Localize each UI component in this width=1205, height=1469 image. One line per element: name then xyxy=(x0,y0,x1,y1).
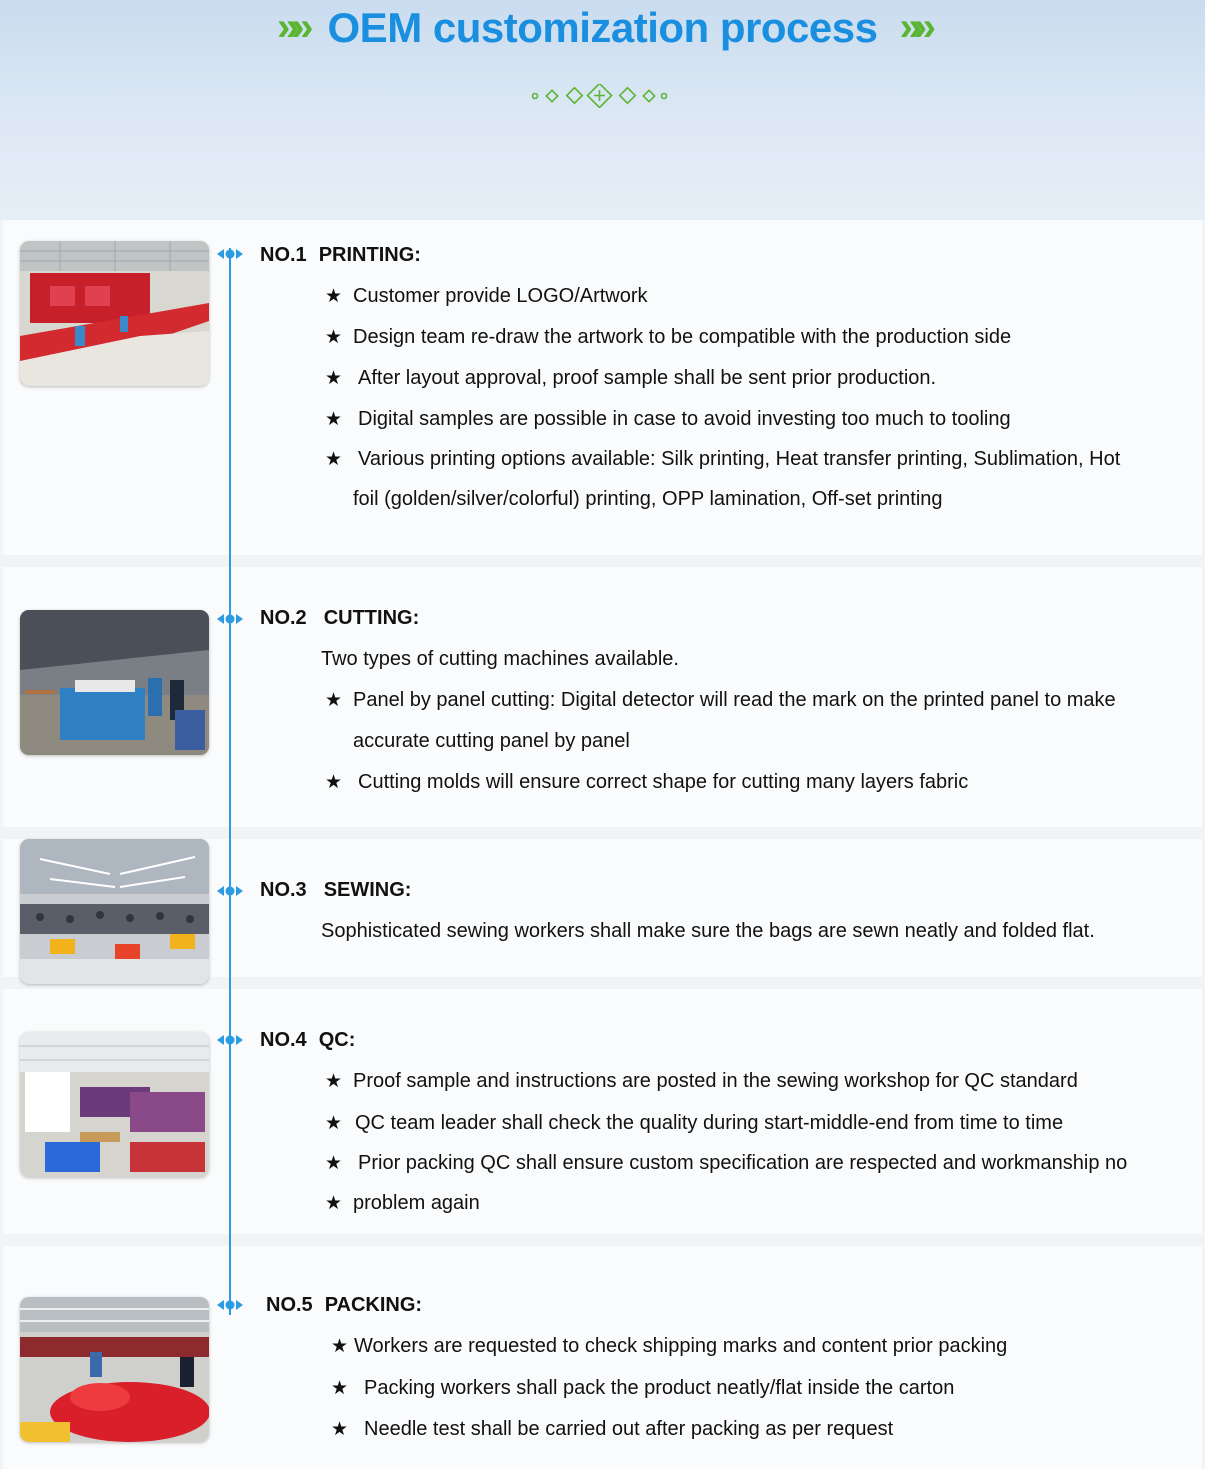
step-title: SEWING: xyxy=(323,879,412,901)
timeline-dot-icon xyxy=(217,248,243,260)
star-bullet-icon: ★ xyxy=(325,1070,343,1092)
factory-cutting-photo xyxy=(20,610,209,755)
step-line: Prior packing QC shall ensure custom specification are respected and workmanship no xyxy=(358,1152,1128,1174)
star-bullet-icon: ★ xyxy=(331,1418,349,1440)
step-line: Sophisticated sewing workers shall make sure the bags are sewn neatly and folded flat. xyxy=(321,920,1095,942)
star-bullet-icon: ★ xyxy=(325,448,343,470)
page-title xyxy=(0,4,1205,52)
diamond-ornament-icon xyxy=(528,84,673,108)
star-bullet-icon: ★ xyxy=(325,285,343,307)
step-number: NO.3 xyxy=(260,879,307,901)
factory-printing-photo xyxy=(20,241,209,386)
step-line: Cutting molds will ensure correct shape for cutting many layers fabric xyxy=(358,771,969,793)
step-line: foil (golden/silver/colorful) printing, OPP lamination, Off-set printing xyxy=(353,488,943,510)
step-heading xyxy=(260,244,421,267)
step-line: After layout approval, proof sample shall be sent prior production. xyxy=(358,367,937,389)
step-number: NO.4 xyxy=(260,1029,307,1051)
star-bullet-icon: ★ xyxy=(325,1152,343,1174)
factory-qc-photo xyxy=(20,1032,209,1177)
star-bullet-icon: ★ xyxy=(331,1335,349,1357)
step-line: accurate cutting panel by panel xyxy=(353,730,630,752)
step-line: Panel by panel cutting: Digital detector will read the mark on the printed panel to make xyxy=(353,689,1116,711)
factory-sewing-photo xyxy=(20,839,209,984)
step-heading xyxy=(266,1294,422,1317)
step-number: NO.1 xyxy=(260,244,307,266)
step-line: problem again xyxy=(353,1192,480,1214)
step-line: Design team re-draw the artwork to be compatible with the production side xyxy=(353,326,1012,348)
timeline-dot-icon xyxy=(217,1299,243,1311)
step-title: QC: xyxy=(318,1029,356,1051)
step-number: NO.2 xyxy=(260,607,307,629)
chevrons-left-icon: »» xyxy=(277,5,306,49)
step-line: Proof sample and instructions are posted in the sewing workshop for QC standard xyxy=(353,1070,1078,1092)
step-heading xyxy=(260,879,411,902)
star-bullet-icon: ★ xyxy=(325,689,343,711)
step-line: Customer provide LOGO/Artwork xyxy=(353,285,648,307)
step-line: Needle test shall be carried out after packing as per request xyxy=(364,1418,894,1440)
step-number: NO.5 xyxy=(266,1294,313,1316)
step-line: Two types of cutting machines available. xyxy=(321,648,679,670)
timeline-line xyxy=(229,248,231,1315)
step-heading xyxy=(260,607,419,630)
step-title: PRINTING: xyxy=(318,244,421,266)
star-bullet-icon: ★ xyxy=(325,1192,343,1214)
star-bullet-icon: ★ xyxy=(325,771,343,793)
step-line: Packing workers shall pack the product neatly/flat inside the carton xyxy=(364,1377,955,1399)
star-bullet-icon: ★ xyxy=(325,1112,343,1134)
star-bullet-icon: ★ xyxy=(325,367,343,389)
timeline-dot-icon xyxy=(217,885,243,897)
step-title: CUTTING: xyxy=(323,607,420,629)
timeline-dot-icon xyxy=(217,1034,243,1046)
step-line: QC team leader shall check the quality during start-middle-end from time to time xyxy=(355,1112,1064,1134)
page-title-text: OEM customization process xyxy=(327,4,878,51)
step-line: Various printing options available: Silk printing, Heat transfer printing, Sublimation, Hot xyxy=(358,448,1121,470)
step-line: Workers are requested to check shipping marks and content prior packing xyxy=(354,1335,1008,1357)
star-bullet-icon: ★ xyxy=(325,408,343,430)
factory-packing-photo xyxy=(20,1297,209,1442)
timeline-dot-icon xyxy=(217,613,243,625)
chevrons-right-icon: »» xyxy=(899,5,928,49)
step-heading xyxy=(260,1029,355,1052)
star-bullet-icon: ★ xyxy=(331,1377,349,1399)
step-line: Digital samples are possible in case to avoid investing too much to tooling xyxy=(358,408,1011,430)
step-title: PACKING: xyxy=(324,1294,423,1316)
star-bullet-icon: ★ xyxy=(325,326,343,348)
